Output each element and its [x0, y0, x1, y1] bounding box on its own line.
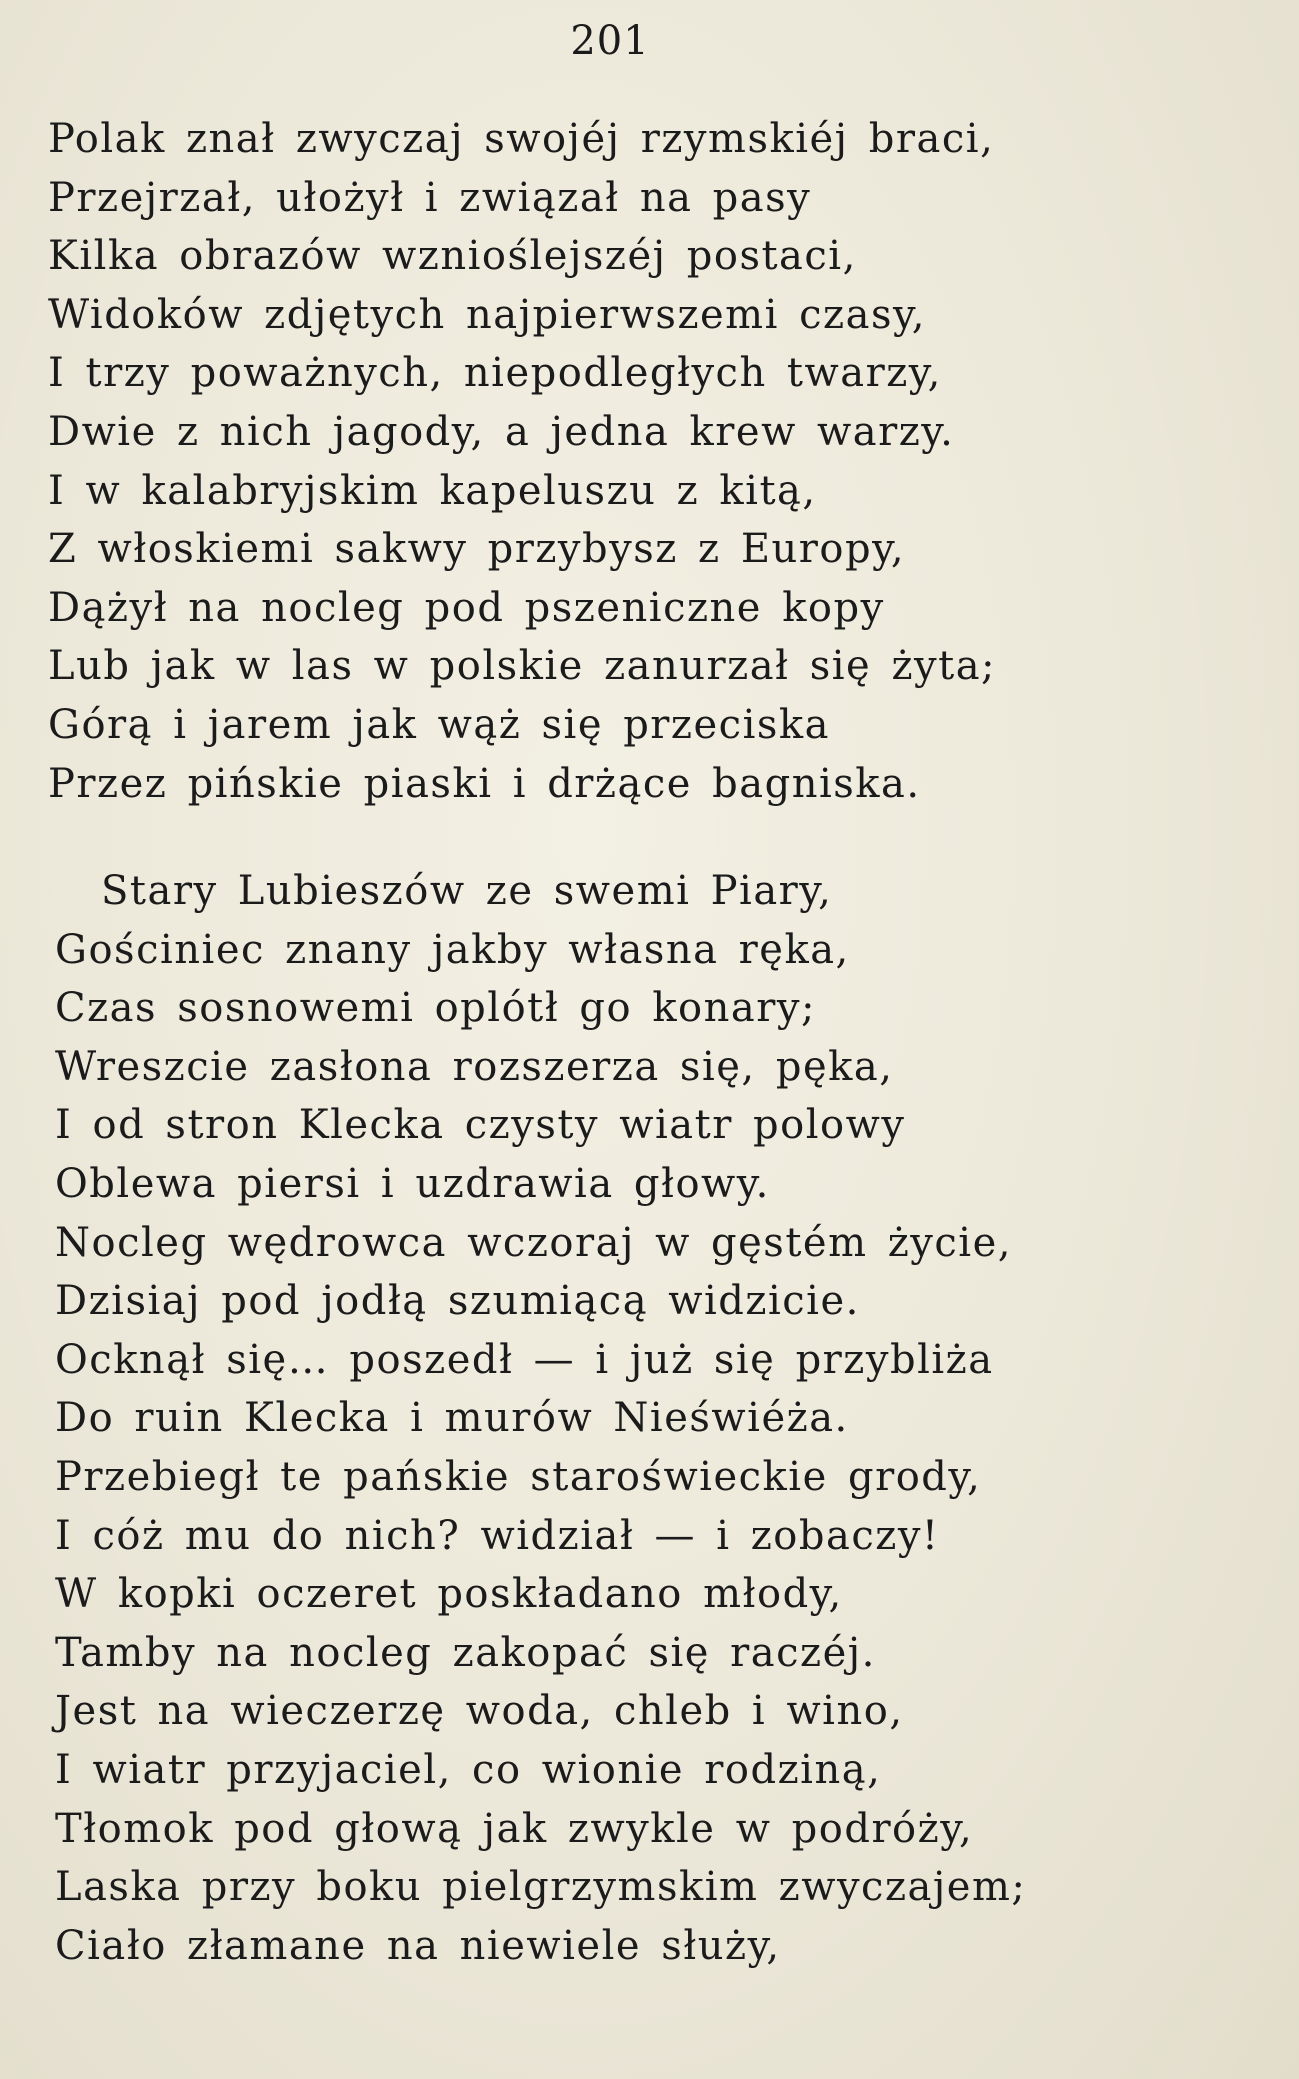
verse-line: Ocknął się… poszedł — i już się przybliża [55, 1336, 994, 1383]
verse-line: Ciało złamane na niewiele służy, [55, 1922, 781, 1969]
verse-line: Kilka obrazów wznioślejszéj postaci, [48, 233, 857, 280]
verse-line: Lub jak w las w polskie zanurzał się żyta; [48, 643, 997, 690]
verse-line: Tłomok pod głową jak zwykle w podróży, [55, 1805, 974, 1852]
verse-line: Dzisiaj pod jodłą szumiącą widzicie. [55, 1278, 860, 1325]
stanza-1 [48, 110, 996, 813]
verse-line: I cóż mu do nich? widział — i zobaczy! [55, 1512, 940, 1559]
verse-line: Przejrzał, ułożył i związał na pasy [48, 174, 812, 221]
verse-line: Z włoskiemi sakwy przybysz z Europy, [48, 526, 906, 573]
verse-line: Laska przy boku pielgrzymskim zwyczajem; [55, 1864, 1027, 1911]
page-number: 201 [570, 18, 650, 64]
verse-line: W kopki oczeret poskładano młody, [55, 1571, 843, 1618]
verse-line: Dążył na nocleg pod pszeniczne kopy [48, 584, 885, 631]
verse-line: Gościniec znany jakby własna ręka, [55, 926, 850, 973]
verse-line: I wiatr przyjaciel, co wionie rodziną, [55, 1746, 882, 1793]
verse-line: Do ruin Klecka i murów Nieświéża. [55, 1395, 849, 1442]
verse-line: Przez pińskie piaski i drżące bagniska. [48, 760, 921, 807]
verse-line: Widoków zdjętych najpierwszemi czasy, [48, 291, 926, 338]
verse-line: Górą i jarem jak wąż się przeciska [48, 701, 830, 748]
verse-line: Stary Lubieszów ze swemi Piary, [101, 868, 833, 914]
verse-line: Czas sosnowemi oplótł go konary; [55, 985, 816, 1032]
verse-line: Polak znał zwyczaj swojéj rzymskiéj braci, [48, 116, 995, 162]
verse-line: Wreszcie zasłona rozszerza się, pęka, [55, 1043, 894, 1090]
verse-line: I trzy poważnych, niepodległych twarzy, [48, 350, 942, 397]
verse-line: Tamby na nocleg zakopać się raczéj. [55, 1629, 876, 1676]
verse-line: Oblewa piersi i uzdrawia głowy. [55, 1160, 770, 1207]
verse-line: Przebiegł te pańskie staroświeckie grody, [55, 1453, 982, 1500]
verse-line: Dwie z nich jagody, a jedna krew warzy. [48, 408, 955, 455]
verse-line: I w kalabryjskim kapeluszu z kitą, [48, 467, 817, 514]
verse-line: Nocleg wędrowca wczoraj w gęstém życie, [55, 1219, 1012, 1266]
verse-line: I od stron Klecka czysty wiatr polowy [55, 1102, 906, 1149]
stanza-2 [55, 862, 1026, 1975]
verse-line: Jest na wieczerzę woda, chleb i wino, [55, 1688, 904, 1735]
